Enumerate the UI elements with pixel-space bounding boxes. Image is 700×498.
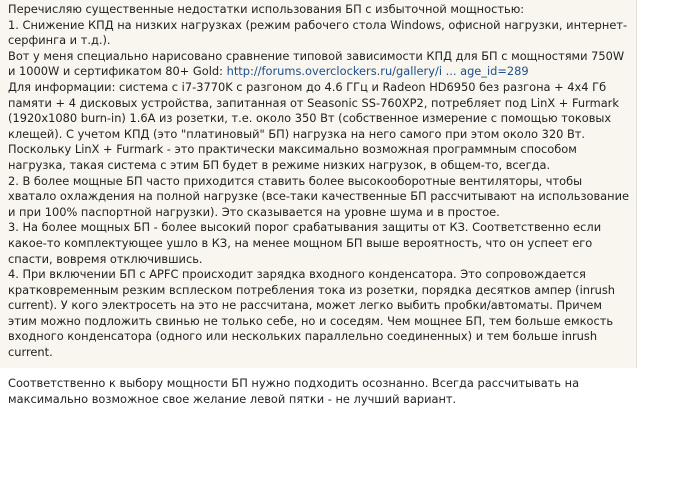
comparison-text: Вот у меня специально нарисовано сравнение типовой зависимости КПД для БП с мощностями 750W и 1000W и сертификатом 80+ Gold: — [8, 48, 625, 79]
post-conclusion: Соответственно к выбору мощности БП нужно подходить осознанно. Всегда рассчитывать на максимально возможное свое желание левой пятки - не лучший вариант. — [8, 376, 580, 406]
post-item-4: 4. При включении БП с APFC происходит зарядка входного конденсатора. Это сопровождается кратковременным резким всплеском потребления тока из розетки, порядка десятков ампер (inrush current). У кого электросеть на это не рассчитана, может легко выбить пробки/автоматы. Причем этим можно подложить свинью не только себе, но и соседям. Чем мощнее БП, тем больше емкость входного конденсатора (одного или нескольких параллельно соединенных) и тем больше inrush current. — [8, 267, 616, 360]
post-item-3: 3. На более мощных БП - более высокий порог срабатывания защиты от КЗ. Соответственно если какое-то комплектующее ушло в КЗ, на менее мощном БП выше вероятность, что он успеет его спасти, вовремя отключившись. — [8, 220, 602, 266]
post-item-2: 2. В более мощные БП часто приходится ставить более высокооборотные вентиляторы, чтобы хватало охлаждения на полной нагрузке (все-таки качественные БП рассчитывают на использование и при 100% паспортной нагрузки). Это сказывается на уровне шума и в простое. — [8, 173, 630, 219]
gallery-link[interactable]: http://forums.overclockers.ru/gallery/i ... age_id=289 — [226, 64, 529, 79]
post-item-1-info: Для информации: система с i7-3770K с разгоном до 4.6 ГГц и Radeon HD6950 без разгона + 4x4 Гб памяти + 4 дисковых устройства, запитанная от Seasonic SS-760XP2, потребляет под LinX + Furmark (1920x1080 burn-in) 1.6А из розетки, т.е. около 350 Вт (собственное измерение с помощью токовых клещей). С учетом КПД (это "платиновый" БП) нагрузка на него самого при этом около 320 Вт. Поскольку LinX + Furmark - это практически максимально возможная программным способом нагрузка, такая система с этим БП будет в режиме низких нагрузок, в общем-то, всегда. — [8, 79, 619, 172]
post-item-1-comparison — [8, 49, 630, 80]
post-item-1: 1. Снижение КПД на низких нагрузках (режим рабочего стола Windows, офисной нагрузки, интернет-серфинга и т.д.). — [8, 17, 628, 48]
post-intro: Перечисляю существенные недостатки использования БП с избыточной мощностью: — [8, 2, 525, 16]
paragraph-spacer — [8, 361, 630, 377]
